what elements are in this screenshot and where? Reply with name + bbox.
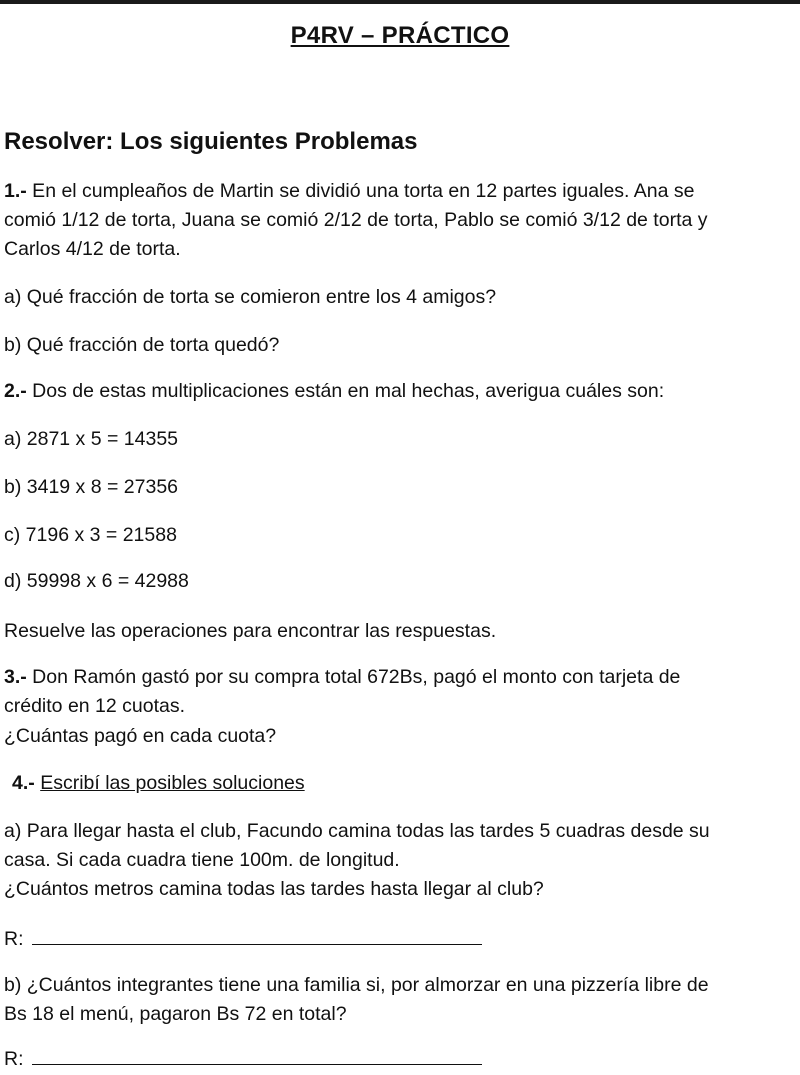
problem-4a-question: ¿Cuántos metros camina todas las tardes hasta llegar al club? [4, 878, 544, 900]
problem-2-number: 2.- [4, 380, 27, 402]
problem-4-text: Escribí las posibles soluciones [40, 772, 305, 794]
problem-2-item-d: d) 59998 x 6 = 42988 [4, 570, 189, 592]
page-title: P4RV – PRÁCTICO [290, 22, 510, 49]
problem-4a-line-2: casa. Si cada cuadra tiene 100m. de longitud. [4, 849, 400, 871]
problem-2-note: Resuelve las operaciones para encontrar las respuestas. [4, 620, 497, 642]
answer-blank-b[interactable] [32, 1046, 482, 1065]
answer-line-b [4, 1046, 482, 1073]
problem-4b-line-2: Bs 18 el menú, pagaron Bs 72 en total? [4, 1003, 347, 1025]
problem-2-item-b: b) 3419 x 8 = 27356 [4, 476, 179, 498]
problem-1-number: 1.- [4, 180, 27, 202]
answer-line-a [4, 926, 482, 953]
problem-2-statement [4, 378, 664, 405]
problem-1-line-3: Carlos 4/12 de torta. [4, 238, 181, 260]
problem-1-question-a: a) Qué fracción de torta se comieron entre los 4 amigos? [4, 286, 497, 308]
problem-4-statement [12, 770, 305, 797]
problem-3-line-1 [4, 664, 680, 691]
problem-4a-line-1: a) Para llegar hasta el club, Facundo camina todas las tardes 5 cuadras desde su [4, 820, 710, 842]
problem-1-text: En el cumpleaños de Martin se dividió una torta en 12 partes iguales. Ana se [26, 180, 695, 202]
problem-2-item-a: a) 2871 x 5 = 14355 [4, 428, 179, 450]
section-heading: Resolver: Los siguientes Problemas [4, 128, 418, 155]
answer-label-b: R: [4, 1048, 24, 1070]
problem-4b-line-1: b) ¿Cuántos integrantes tiene una familia si, por almorzar en una pizzería libre de [4, 974, 709, 996]
problem-1-line-2: comió 1/12 de torta, Juana se comió 2/12 de torta, Pablo se comió 3/12 de torta y [4, 209, 708, 231]
problem-1-question-b: b) Qué fracción de torta quedó? [4, 334, 280, 356]
problem-2-item-c: c) 7196 x 3 = 21588 [4, 524, 177, 546]
problem-4-number: 4.- [12, 772, 35, 794]
answer-label-a: R: [4, 928, 24, 950]
answer-blank-a[interactable] [32, 926, 482, 945]
problem-1-line-1 [4, 178, 695, 205]
problem-3-text: Don Ramón gastó por su compra total 672Bs, pagó el monto con tarjeta de [26, 666, 681, 688]
problem-3-line-2: crédito en 12 cuotas. [4, 695, 186, 717]
top-border-line [0, 0, 800, 4]
problem-3-number: 3.- [4, 666, 27, 688]
problem-2-text: Dos de estas multiplicaciones están en mal hechas, averigua cuáles son: [26, 380, 665, 402]
problem-3-question: ¿Cuántas pagó en cada cuota? [4, 725, 277, 747]
